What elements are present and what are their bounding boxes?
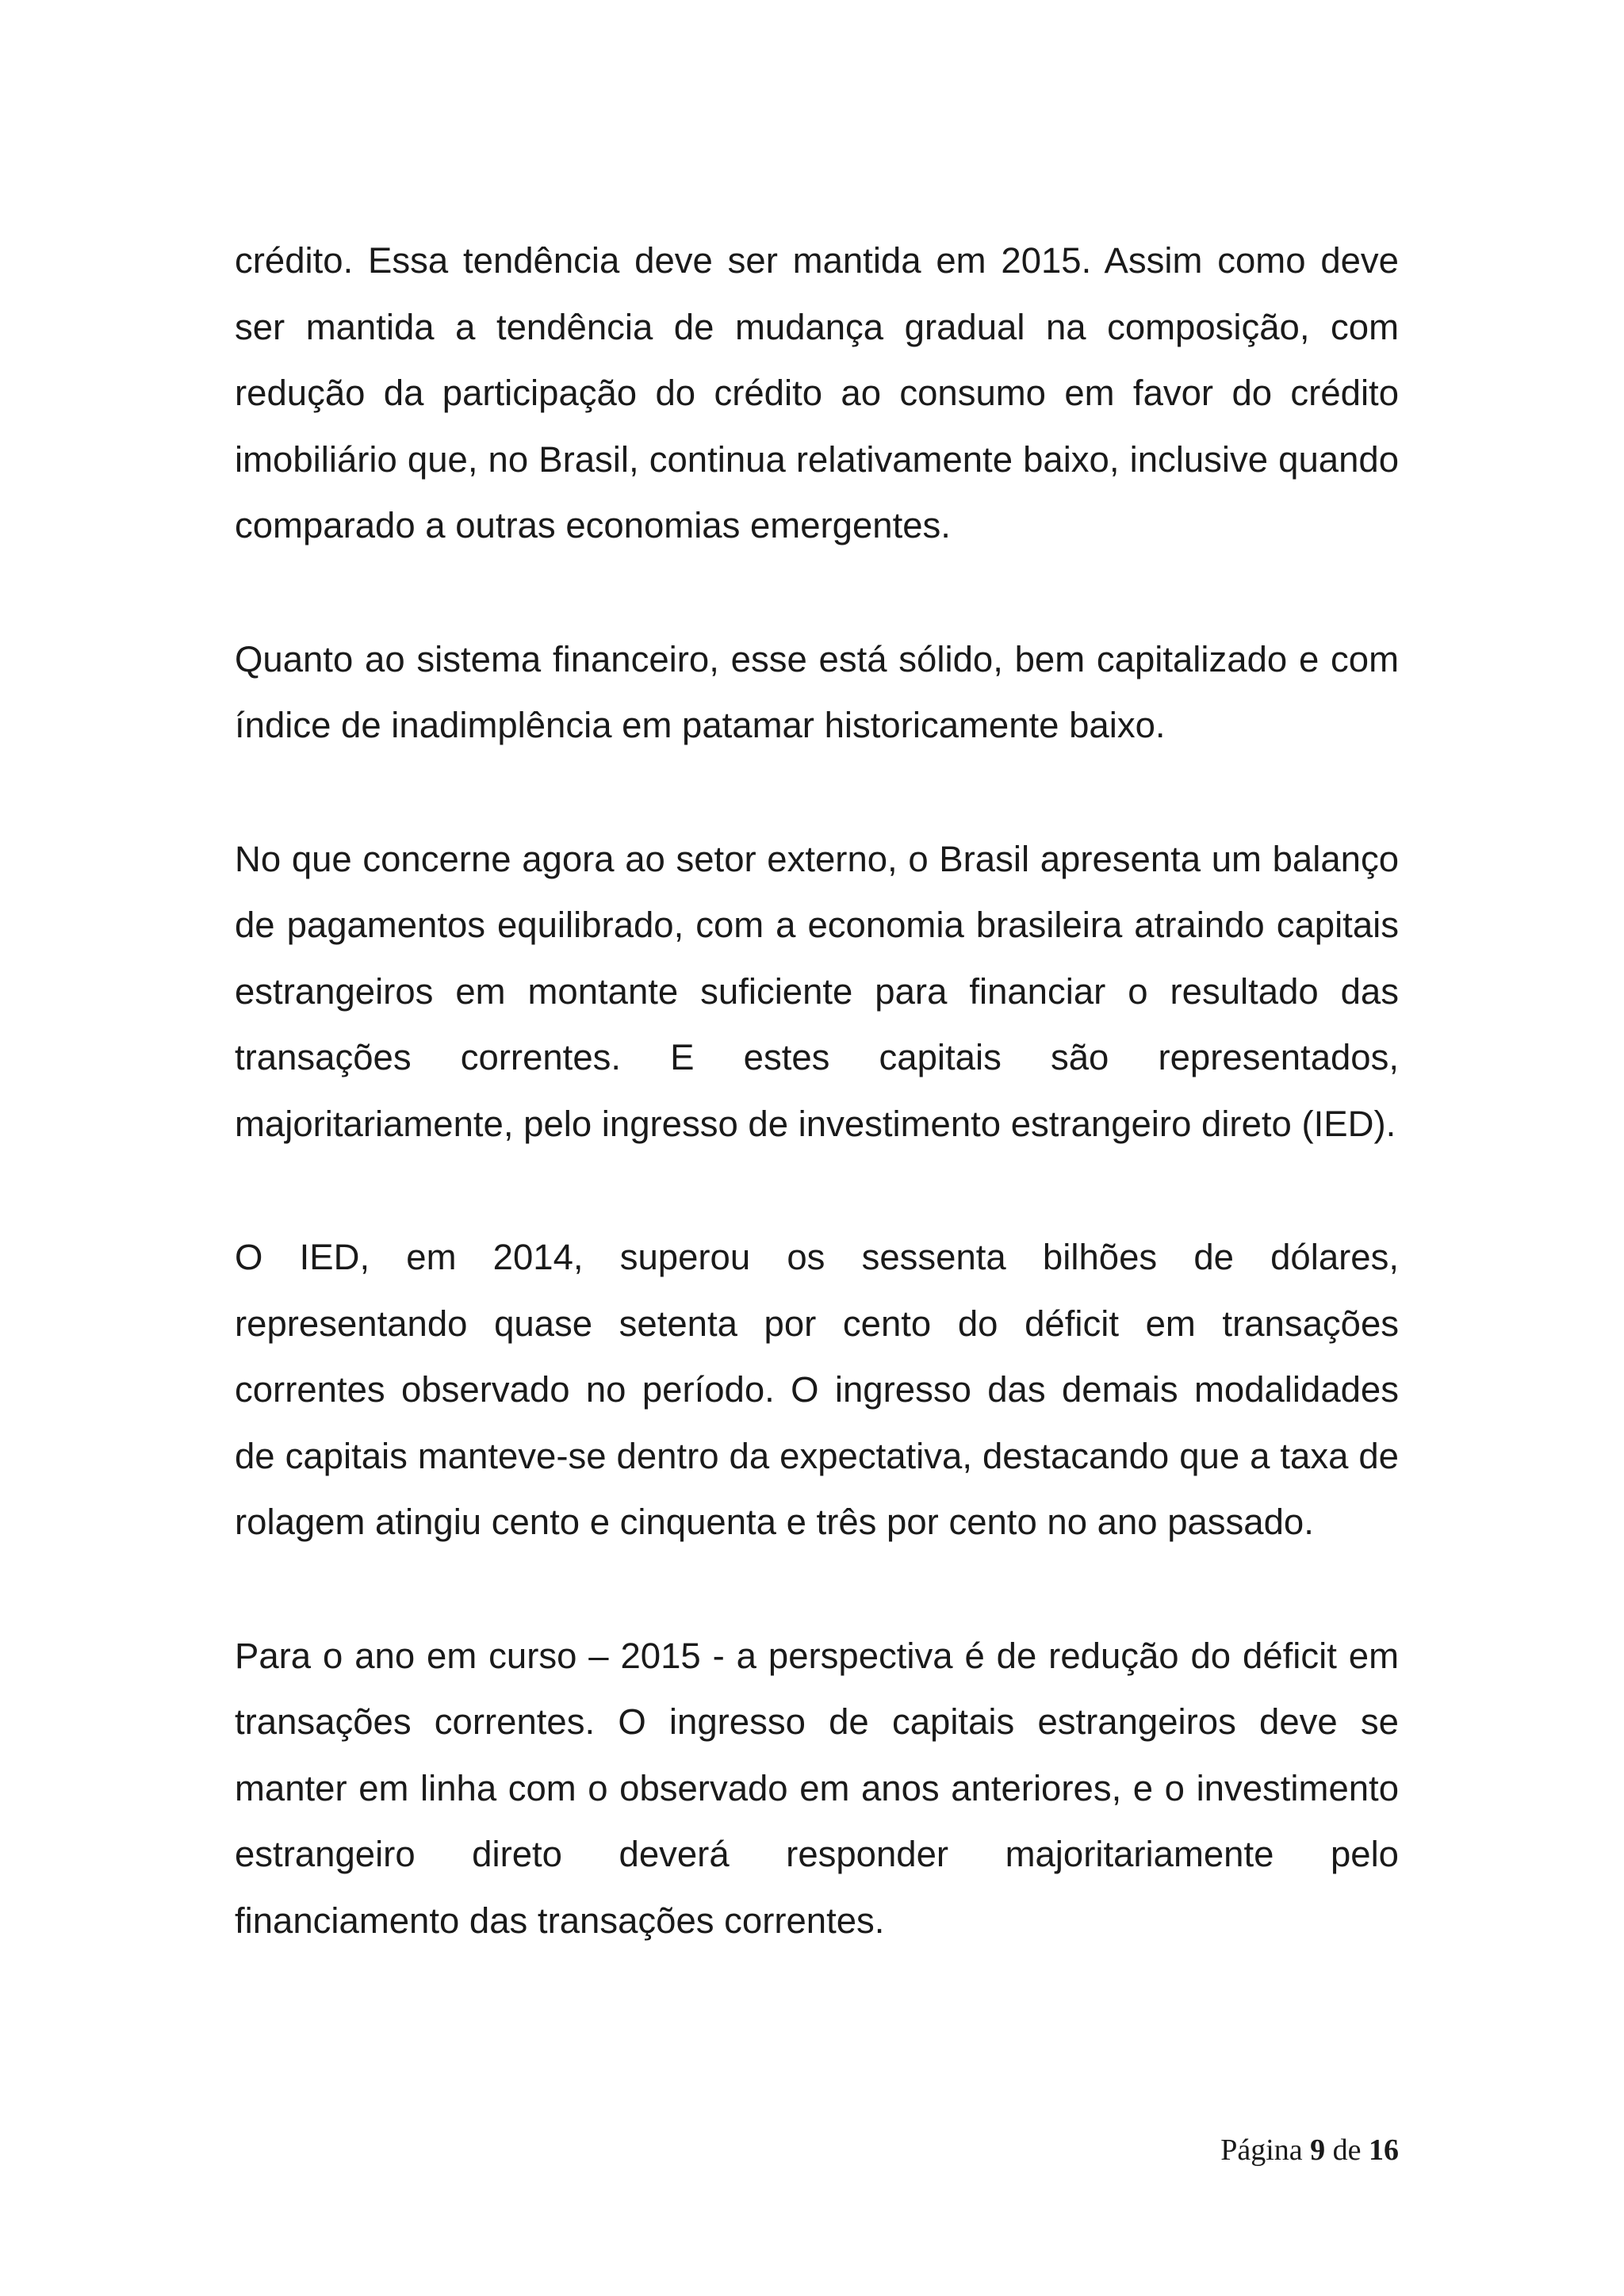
paragraph-fdi-2014: O IED, em 2014, superou os sessenta bilhões de dólares, representando quase setenta por cento do déficit em transações correntes observado no período. O ingresso das demais modalidades de capitais manteve-se dentro da expectativa, destacando que a taxa de rolagem atingiu cento e cinquenta e três por cento no ano passado. [235, 1237, 1399, 1542]
page-of-label: de [1332, 2133, 1362, 2167]
paragraph-external-sector: No que concerne agora ao setor externo, o Brasil apresenta um balanço de pagamentos equilibrado, com a economia brasileira atraindo capitais estrangeiros em montante suficiente para financiar o resultado das transações correntes. E estes capitais são representados, majoritariamente, pelo ingresso de investimento estrangeiro direto (IED). [235, 838, 1399, 1144]
page-label: Página [1220, 2133, 1303, 2167]
page-footer [1220, 2131, 1399, 2169]
paragraph-credit-trend: crédito. Essa tendência deve ser mantida em 2015. Assim como deve ser mantida a tendência de mudança gradual na composição, com redução da participação do crédito ao consumo em favor do crédito imobiliário que, no Brasil, continua relativamente baixo, inclusive quando comparado a outras economias emergentes. [235, 240, 1399, 545]
paragraph-financial-system: Quanto ao sistema financeiro, esse está sólido, bem capitalizado e com índice de inadimplência em patamar historicamente baixo. [235, 638, 1399, 745]
body-text [235, 228, 1399, 1954]
page-number: 9 [1310, 2133, 1326, 2167]
paragraph-outlook-2015: Para o ano em curso – 2015 - a perspectiva é de redução do déficit em transações correntes. O ingresso de capitais estrangeiros deve se manter em linha com o observado em anos anteriores, e o investimento estrangeiro direto deverá responder majoritariamente pelo financiamento das transações correntes. [235, 1635, 1399, 1941]
total-pages: 16 [1369, 2133, 1399, 2167]
